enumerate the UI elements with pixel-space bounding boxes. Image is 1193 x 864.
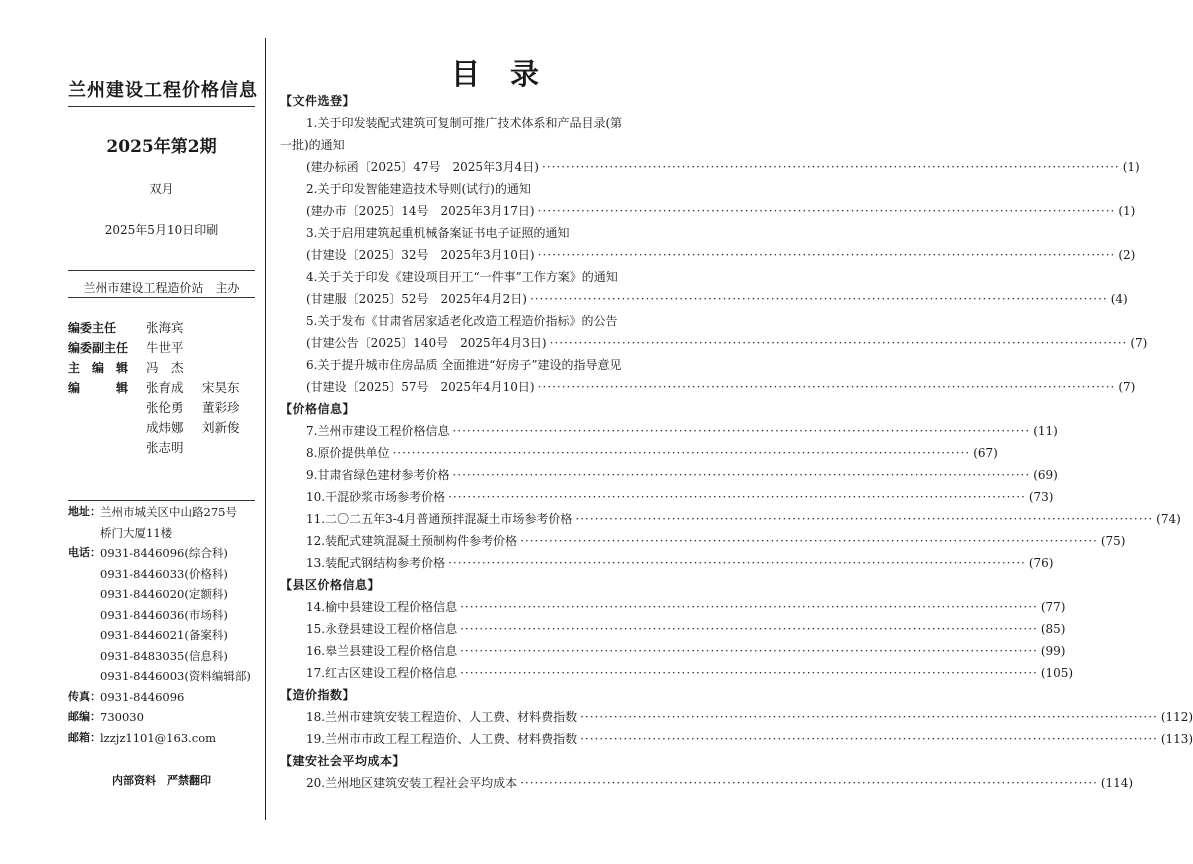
toc-leader-dots: ························································································································	[520, 534, 1098, 548]
toc-page-number: (77)	[1040, 600, 1066, 614]
toc-leader-dots: ························································································································	[392, 446, 971, 460]
toc-entry-text: 14.榆中县建设工程价格信息	[306, 600, 458, 614]
toc-line	[280, 288, 1128, 310]
staff-row	[68, 418, 258, 438]
toc-section-heading: 【价格信息】	[280, 402, 356, 416]
toc-line	[280, 134, 720, 156]
staff-name: 成炜娜	[146, 420, 184, 435]
toc-leader-dots: ························································································································	[448, 490, 1026, 504]
toc-page-number: (75)	[1100, 534, 1126, 548]
staff-row	[68, 338, 258, 358]
toc-line	[280, 508, 1181, 530]
toc-line	[280, 200, 1136, 222]
toc-page-number: (85)	[1040, 622, 1066, 636]
staff-row	[68, 358, 258, 378]
toc-line	[280, 596, 1066, 618]
staff-name: 宋昊东	[202, 380, 240, 395]
staff-names	[146, 358, 202, 378]
contact-value: 0931-8446096(综合科)	[100, 546, 228, 560]
toc-line	[280, 728, 1193, 750]
toc-line	[280, 464, 1058, 486]
toc-entry-text: 18.兰州市建筑安装工程造价、人工费、材料费指数	[306, 710, 578, 724]
masthead-column	[0, 0, 265, 864]
staff-names	[146, 318, 202, 338]
toc-line	[280, 442, 998, 464]
toc-section-heading: 【县区价格信息】	[280, 578, 381, 592]
toc-entry-text: 4.关于关于印发《建设项目开工“一件事”工作方案》的通知	[306, 270, 618, 284]
issue-number: 2025年第2期	[106, 137, 217, 157]
contact-label: 邮编：	[68, 710, 101, 723]
contact-row	[68, 666, 263, 687]
staff-name: 张育成	[146, 380, 184, 395]
print-date: 2025年5月10日印刷	[104, 223, 219, 237]
toc-entry-text: 1.关于印发装配式建筑可复制可推广技术体系和产品目录(第	[306, 116, 623, 130]
contact-row	[68, 687, 263, 708]
toc-leader-dots: ························································································································	[460, 644, 1038, 658]
toc-leader-dots: ························································································································	[460, 666, 1038, 680]
contact-value: 730030	[100, 710, 144, 724]
toc-entry-text: 5.关于发布《甘肃省居家适老化改造工程造价指标》的公告	[306, 314, 618, 328]
staff-role: 编委主任	[68, 321, 117, 335]
toc-line	[280, 662, 1074, 684]
contact-value: 0931-8446033(价格科)	[100, 566, 228, 581]
staff-name: 刘新俊	[202, 420, 240, 435]
internal-notice: 内部资料 严禁翻印	[112, 774, 211, 787]
toc-leader-dots: ························································································································	[580, 710, 1158, 724]
toc-leader-dots: ························································································································	[541, 160, 1120, 174]
toc-entry-text: 7.兰州市建设工程价格信息	[306, 424, 450, 438]
toc-section-heading: 【文件选登】	[280, 94, 356, 108]
toc-leader-dots: ························································································································	[537, 204, 1116, 218]
toc-line	[280, 420, 1058, 442]
toc-line	[280, 266, 720, 288]
contact-label: 传真：	[68, 689, 101, 703]
staff-names	[146, 418, 258, 438]
staff-role	[68, 418, 146, 438]
staff-role	[68, 398, 146, 418]
toc-page-number: (1)	[1118, 204, 1136, 218]
toc-page-number: (7)	[1118, 380, 1136, 394]
column-divider	[265, 38, 266, 820]
staff-role: 编 辑	[68, 381, 129, 395]
toc-page-number: (114)	[1100, 776, 1134, 790]
divider-rule	[68, 106, 255, 107]
toc-line	[280, 552, 1054, 574]
contact-value: 0931-8446003(资料编辑部)	[100, 669, 251, 683]
toc-leader-dots: ························································································································	[537, 248, 1116, 262]
staff-role: 编委副主任	[68, 341, 129, 355]
toc-entry-text: 19.兰州市市政工程工程造价、人工费、材料费指数	[306, 732, 578, 746]
toc-leader-dots: ························································································································	[529, 292, 1108, 306]
contact-value: 兰州市城关区中山路275号	[100, 505, 237, 519]
contact-value: lzzjz1101@163.com	[100, 730, 217, 745]
toc-line	[280, 244, 1136, 266]
toc-entry-text: 12.装配式建筑混凝土预制构件参考价格	[306, 534, 518, 548]
toc-section-heading: 【建安社会平均成本】	[280, 754, 406, 768]
staff-names	[146, 338, 202, 358]
staff-name: 张志明	[146, 440, 184, 455]
contact-label: 电话：	[68, 546, 101, 559]
toc-entry-text: 15.永登县建设工程价格信息	[306, 622, 458, 636]
toc-page-number: (73)	[1028, 490, 1054, 504]
toc-entry-text: 13.装配式钢结构参考价格	[306, 556, 446, 570]
toc-entry-text: (甘建服〔2025〕52号 2025年4月2日)	[306, 292, 527, 306]
publication-title: 兰州建设工程价格信息	[68, 80, 258, 101]
host-organization: 兰州市建设工程造价站 主办	[83, 281, 240, 295]
contact-indent	[68, 523, 100, 544]
contact-info	[68, 502, 263, 748]
contact-indent	[68, 605, 100, 626]
toc-page-number: (67)	[973, 446, 998, 460]
toc-line	[280, 618, 1066, 640]
toc-line	[280, 156, 1140, 178]
toc-entry-text: (建办标函〔2025〕47号 2025年3月4日)	[306, 160, 539, 174]
staff-name: 张伦勇	[146, 400, 184, 415]
staff-name: 张海宾	[146, 320, 184, 335]
contact-row	[68, 564, 263, 585]
toc-entry-text: 10.干混砂浆市场参考价格	[306, 490, 446, 504]
toc-leader-dots: ························································································································	[549, 336, 1128, 350]
toc-leader-dots: ························································································································	[537, 380, 1116, 394]
toc-entry-text: 3.关于启用建筑起重机械备案证书电子证照的通知	[306, 226, 570, 240]
contact-row	[68, 584, 263, 605]
toc-entry-text: (建办市〔2025〕14号 2025年3月17日)	[306, 204, 535, 218]
toc-line	[280, 376, 1136, 398]
toc-page-number: (7)	[1130, 336, 1148, 350]
toc-page-number: (113)	[1160, 732, 1193, 746]
staff-name: 冯 杰	[146, 360, 184, 375]
divider-rule	[68, 297, 255, 298]
publication-frequency: 双月	[149, 182, 174, 196]
toc-page-number: (74)	[1156, 512, 1181, 526]
toc-entry-text: (甘建设〔2025〕32号 2025年3月10日)	[306, 248, 535, 262]
contact-indent	[68, 564, 100, 585]
toc-line	[280, 310, 720, 332]
toc-leader-dots: ························································································································	[460, 600, 1038, 614]
toc-leader-dots: ························································································································	[452, 468, 1031, 482]
staff-row	[68, 438, 258, 458]
toc-entry-text: 2.关于印发智能建造技术导则(试行)的通知	[306, 182, 531, 196]
toc-page-number: (11)	[1033, 424, 1058, 438]
contact-value: 0931-8483035(信息科)	[100, 648, 228, 663]
contact-indent	[68, 584, 100, 605]
toc-entry-text: 11.二〇二五年3-4月普通预拌混凝土市场参考价格	[306, 512, 573, 526]
toc-entry-text: (甘建公告〔2025〕140号 2025年4月3日)	[306, 336, 547, 350]
toc-entry-text: 一批)的通知	[280, 138, 345, 152]
toc-line	[280, 354, 720, 376]
toc-page-number: (76)	[1028, 556, 1054, 570]
toc-line	[280, 112, 720, 134]
divider-rule	[68, 500, 255, 501]
toc-page-number: (69)	[1033, 468, 1058, 482]
toc-line	[280, 332, 1148, 354]
staff-names	[146, 378, 258, 398]
contact-row	[68, 728, 263, 749]
toc-leader-dots: ························································································································	[580, 732, 1158, 746]
table-of-contents	[280, 90, 1193, 794]
divider-rule	[68, 270, 255, 271]
contact-indent	[68, 666, 100, 687]
toc-entry-text: 6.关于提升城市住房品质 全面推进“好房子”建设的指导意见	[306, 358, 622, 372]
toc-leader-dots: ························································································································	[575, 512, 1154, 526]
toc-title: 目录	[450, 57, 569, 91]
staff-role: 主 编 辑	[68, 361, 129, 375]
contact-value: 桥门大厦11楼	[100, 525, 173, 540]
contact-value: 0931-8446021(备案科)	[100, 628, 228, 642]
toc-entry-text: 8.原价提供单位	[306, 446, 390, 460]
toc-line	[280, 486, 1054, 508]
staff-name: 牛世平	[146, 340, 184, 355]
toc-entry-text: 17.红古区建设工程价格信息	[306, 666, 458, 680]
editorial-staff	[68, 318, 258, 458]
staff-names	[146, 438, 202, 458]
contact-row	[68, 625, 263, 646]
staff-names	[146, 398, 258, 418]
toc-line	[280, 772, 1134, 794]
toc-line	[280, 222, 720, 244]
toc-leader-dots: ························································································································	[520, 776, 1098, 790]
contact-row	[68, 646, 263, 667]
staff-row	[68, 318, 258, 338]
contact-row	[68, 502, 263, 523]
toc-entry-text: 9.甘肃省绿色建材参考价格	[306, 468, 450, 482]
contact-value: 0931-8446096	[100, 689, 185, 704]
toc-line	[280, 178, 720, 200]
toc-page-number: (99)	[1040, 644, 1066, 658]
toc-leader-dots: ························································································································	[460, 622, 1038, 636]
staff-row	[68, 398, 258, 418]
toc-section-heading: 【造价指数】	[280, 688, 356, 702]
contact-value: 0931-8446036(市场科)	[100, 607, 228, 622]
contact-row	[68, 707, 263, 728]
toc-page-number: (112)	[1160, 710, 1193, 724]
toc-leader-dots: ························································································································	[452, 424, 1031, 438]
toc-page-number: (2)	[1118, 248, 1136, 262]
toc-line	[280, 706, 1193, 728]
contact-row	[68, 605, 263, 626]
contact-label: 地址：	[68, 505, 101, 518]
toc-entry-text: 20.兰州地区建筑安装工程社会平均成本	[306, 776, 518, 790]
contact-value: 0931-8446020(定额科)	[100, 587, 228, 601]
contact-label: 邮箱：	[68, 730, 101, 744]
contact-row	[68, 543, 263, 564]
toc-line	[280, 640, 1066, 662]
toc-leader-dots: ························································································································	[448, 556, 1026, 570]
toc-page-number: (105)	[1040, 666, 1074, 680]
contact-indent	[68, 646, 100, 667]
toc-page-number: (1)	[1122, 160, 1140, 174]
staff-row	[68, 378, 258, 398]
staff-role	[68, 438, 146, 458]
toc-page-number: (4)	[1110, 292, 1128, 306]
toc-entry-text: 16.皋兰县建设工程价格信息	[306, 644, 458, 658]
contact-indent	[68, 625, 100, 646]
contact-row	[68, 523, 263, 544]
toc-entry-text: (甘建设〔2025〕57号 2025年4月10日)	[306, 380, 535, 394]
staff-name: 董彩珍	[202, 400, 240, 415]
toc-line	[280, 530, 1126, 552]
